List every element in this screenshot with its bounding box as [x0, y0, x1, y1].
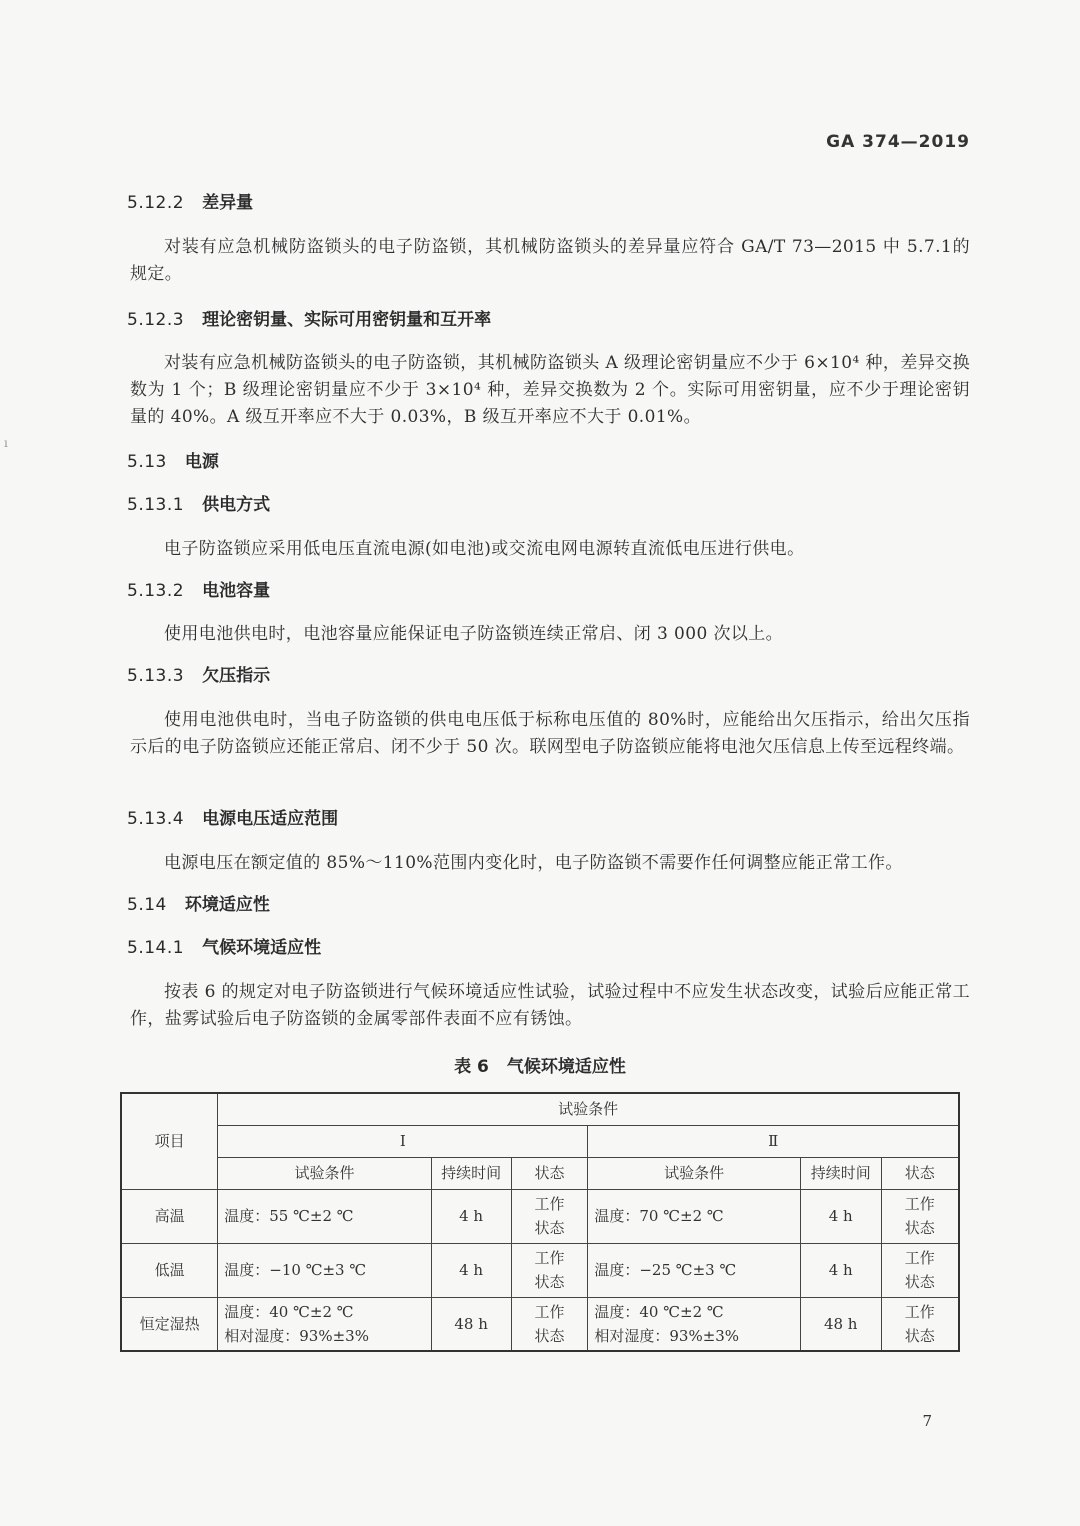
section-paragraph: 电子防盗锁应采用低电压直流电源(如电池)或交流电网电源转直流低电压进行供电。 — [164, 539, 805, 559]
section-heading — [127, 447, 219, 472]
document-id: GA 374—2019 — [826, 132, 970, 152]
section-heading — [127, 890, 270, 915]
header-level-1: Ⅰ — [218, 1125, 588, 1157]
section-title: 供电方式 — [202, 495, 271, 515]
climate-test-table — [120, 1092, 960, 1352]
section-title: 欠压指示 — [202, 666, 271, 686]
section-number: 5.14.1 — [127, 938, 185, 958]
condition-cell: 温度：55 ℃±2 ℃ — [218, 1189, 431, 1243]
section-title: 电源电压适应范围 — [202, 809, 339, 829]
sub-header-duration: 持续时间 — [431, 1157, 511, 1189]
row-item: 低温 — [121, 1243, 218, 1297]
section-heading — [127, 933, 321, 958]
section-paragraph: 使用电池供电时，当电子防盗锁的供电电压低于标称电压值的 80%时，应能给出欠压指示，给出欠压指示后的电子防盗锁应还能正常启、闭不少于 50 次。联网型电子防盗锁应能将电池欠压信息上传至远程终端。 — [130, 710, 970, 757]
section-number: 5.13.4 — [127, 809, 185, 829]
section-paragraph: 使用电池供电时，电池容量应能保证电子防盗锁连续正常启、闭 3 000 次以上。 — [164, 624, 784, 644]
section-number: 5.13 — [127, 452, 167, 472]
sub-header-duration: 持续时间 — [800, 1157, 881, 1189]
state-cell: 工作 状态 — [881, 1243, 959, 1297]
section-title: 理论密钥量、实际可用密钥量和互开率 — [202, 310, 492, 330]
section-paragraph: 按表 6 的规定对电子防盗锁进行气候环境适应性试验，试验过程中不应发生状态改变，试验后应能正常工作，盐雾试验后电子防盗锁的金属零部件表面不应有锈蚀。 — [130, 982, 970, 1029]
duration-cell: 4 h — [431, 1189, 511, 1243]
section-number: 5.13.2 — [127, 581, 185, 601]
page-number: 7 — [922, 1412, 932, 1430]
section-heading — [127, 188, 253, 213]
condition-cell: 温度：40 ℃±2 ℃ 相对湿度：93%±3% — [218, 1297, 431, 1351]
duration-cell: 4 h — [800, 1243, 881, 1297]
sub-header-state: 状态 — [881, 1157, 959, 1189]
section-title: 电源 — [184, 452, 219, 472]
condition-cell: 温度：70 ℃±2 ℃ — [588, 1189, 800, 1243]
state-cell: 工作 状态 — [881, 1297, 959, 1351]
duration-cell: 48 h — [800, 1297, 881, 1351]
margin-mark: ı — [4, 436, 8, 450]
section-heading — [127, 804, 338, 829]
table-row — [121, 1243, 959, 1297]
header-test-conditions: 试验条件 — [218, 1093, 959, 1125]
table-number: 表 6 — [454, 1057, 489, 1077]
state-cell: 工作 状态 — [511, 1243, 588, 1297]
table-title: 气候环境适应性 — [506, 1057, 626, 1077]
state-cell: 工作 状态 — [511, 1297, 588, 1351]
condition-cell: 温度：−10 ℃±3 ℃ — [218, 1243, 431, 1297]
table-caption — [0, 1052, 1080, 1077]
section-title: 电池容量 — [202, 581, 271, 601]
duration-cell: 4 h — [800, 1189, 881, 1243]
section-number: 5.13.3 — [127, 666, 185, 686]
row-item: 恒定湿热 — [121, 1297, 218, 1351]
row-item: 高温 — [121, 1189, 218, 1243]
section-number: 5.13.1 — [127, 495, 185, 515]
section-paragraph: 电源电压在额定值的 85%～110%范围内变化时，电子防盗锁不需要作任何调整应能正常工作。 — [164, 853, 903, 873]
section-heading — [127, 576, 270, 601]
section-title: 气候环境适应性 — [202, 938, 322, 958]
table-row — [121, 1189, 959, 1243]
sub-header-conditions: 试验条件 — [588, 1157, 800, 1189]
sub-header-state: 状态 — [511, 1157, 588, 1189]
section-number: 5.14 — [127, 895, 167, 915]
section-heading — [127, 661, 270, 686]
section-title: 环境适应性 — [184, 895, 270, 915]
sub-header-conditions: 试验条件 — [218, 1157, 431, 1189]
section-number: 5.12.3 — [127, 310, 185, 330]
condition-cell: 温度：−25 ℃±3 ℃ — [588, 1243, 800, 1297]
condition-cell: 温度：40 ℃±2 ℃ 相对湿度：93%±3% — [588, 1297, 800, 1351]
duration-cell: 4 h — [431, 1243, 511, 1297]
section-paragraph: 对装有应急机械防盗锁头的电子防盗锁，其机械防盗锁头 A 级理论密钥量应不少于 6×10⁴ 种，差异交换数为 1 个；B 级理论密钥量应不少于 3×10⁴ 种，差异交换数为 2 个。实际可用密钥量，应不少于理论密钥量的 40%。A 级互开率应不大于 0.03%，B 级互开率应不大于 0.01%。 — [130, 353, 970, 427]
header-level-2: Ⅱ — [588, 1125, 959, 1157]
header-item: 项目 — [121, 1093, 218, 1189]
duration-cell: 48 h — [431, 1297, 511, 1351]
section-title: 差异量 — [202, 193, 254, 213]
state-cell: 工作 状态 — [881, 1189, 959, 1243]
section-paragraph: 对装有应急机械防盗锁头的电子防盗锁，其机械防盗锁头的差异量应符合 GA/T 73—2015 中 5.7.1的规定。 — [130, 237, 970, 284]
table-row — [121, 1297, 959, 1351]
state-cell: 工作 状态 — [511, 1189, 588, 1243]
section-heading — [127, 305, 491, 330]
section-number: 5.12.2 — [127, 193, 185, 213]
section-heading — [127, 490, 270, 515]
